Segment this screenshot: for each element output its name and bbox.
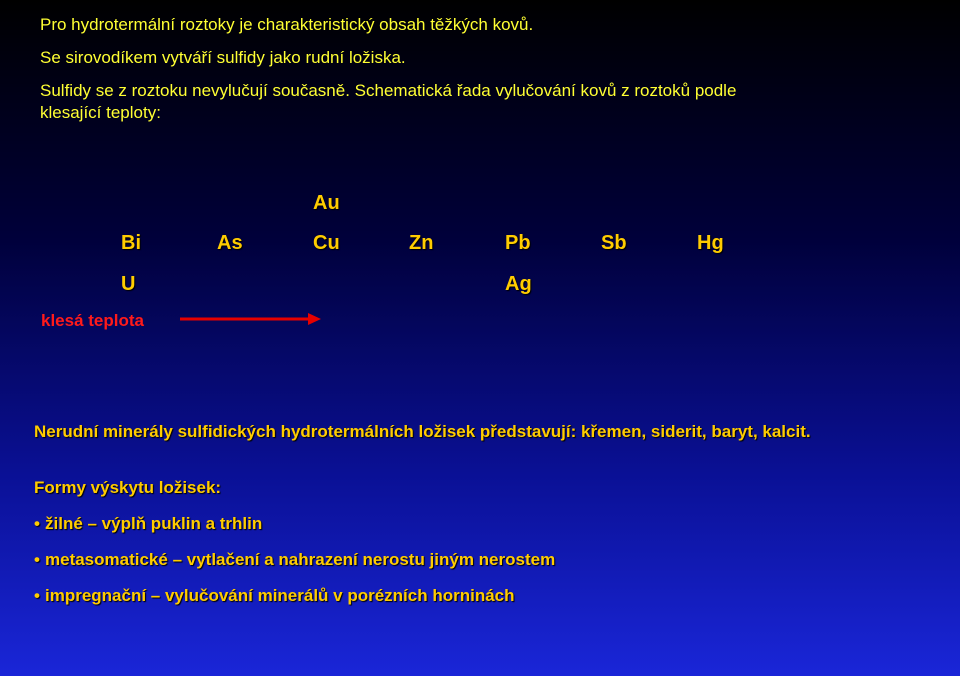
element-u: U xyxy=(121,273,136,295)
element-bi: Bi xyxy=(121,232,141,254)
list-item-text: impregnační – vylučování minerálů v porézních horninách xyxy=(45,586,515,605)
list-item xyxy=(34,550,934,570)
element-cu: Cu xyxy=(313,232,340,254)
element-sb: Sb xyxy=(601,232,627,254)
intro-line-2: Se sirovodíkem vytváří sulfidy jako rudní ložiska. xyxy=(40,48,406,67)
element-as: As xyxy=(217,232,243,254)
list-item xyxy=(34,586,934,606)
temperature-label: klesá teplota xyxy=(41,311,144,330)
lower-section xyxy=(34,422,934,622)
intro-line-3-cont: klesající teploty: xyxy=(40,103,161,122)
forms-list xyxy=(34,514,934,606)
element-au: Au xyxy=(313,192,340,214)
bullet-icon: • xyxy=(34,514,40,533)
list-item-text: žilné – výplň puklin a trhlin xyxy=(45,514,263,533)
element-zn: Zn xyxy=(409,232,434,254)
bullet-icon: • xyxy=(34,586,40,605)
list-item xyxy=(34,514,934,534)
element-ag: Ag xyxy=(505,273,532,295)
minerals-text: Nerudní minerály sulfidických hydrotermálních ložisek představují: křemen, siderit, baryt, kalcit. xyxy=(34,422,811,441)
list-item-text: metasomatické – vytlačení a nahrazení nerostu jiným nerostem xyxy=(45,550,556,569)
temperature-arrow-icon xyxy=(178,309,324,329)
bullet-icon: • xyxy=(34,550,40,569)
element-hg: Hg xyxy=(697,232,724,254)
intro-line-1: Pro hydrotermální roztoky je charakteristický obsah těžkých kovů. xyxy=(40,15,534,34)
intro-text xyxy=(40,14,920,124)
element-pb: Pb xyxy=(505,232,531,254)
forms-title: Formy výskytu ložisek: xyxy=(34,478,222,497)
intro-line-3: Sulfidy se z roztoku nevylučují současně. Schematická řada vylučování kovů z roztoků podle xyxy=(40,81,737,100)
